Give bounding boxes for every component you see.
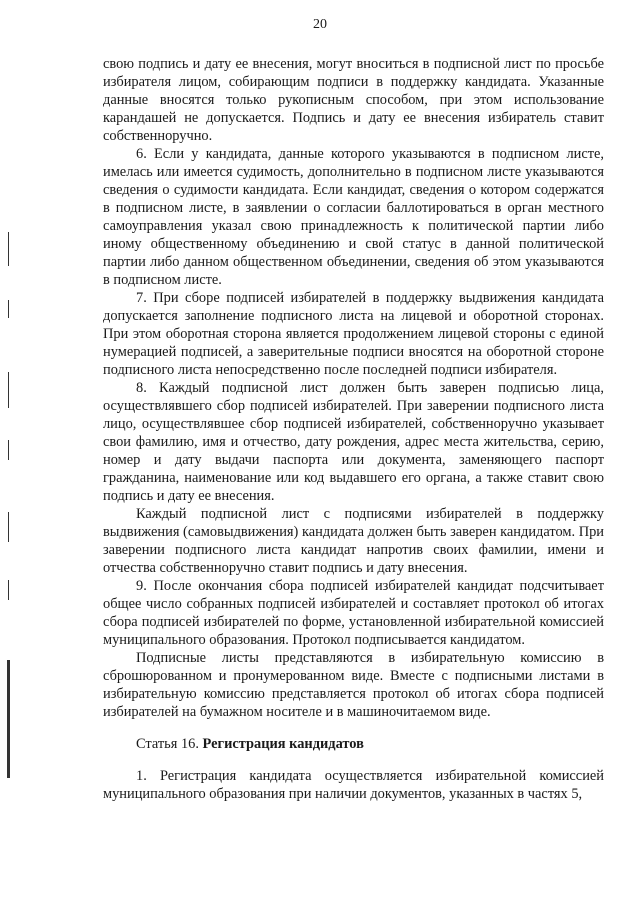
paragraph-continuation: свою подпись и дату ее внесения, могут вноситься в подписной лист по просьбе избирателя лицом, собирающим подписи в поддержку кандидата. Указанные данные вносятся только рукописным способом, при этом использование карандашей не допускается. Подпись и дату ее внесения избиратель ставит собственноручно. — [103, 56, 604, 144]
binding-mark — [8, 580, 9, 600]
paragraph-item-9: 9. После окончания сбора подписей избирателей кандидат подсчитывает общее число собранных подписей избирателей и составляет протокол об итогах сбора подписей избирателей по форме, установленной избирательной комиссией муниципального образования. Протокол подписывается кандидатом. — [103, 578, 604, 648]
binding-mark — [8, 512, 9, 542]
article-heading — [103, 735, 604, 753]
paragraph-registration: 1. Регистрация кандидата осуществляется избирательной комиссией муниципального образования при наличии документов, указанных в частях 5, — [103, 768, 604, 802]
binding-mark — [8, 300, 9, 318]
paragraph-item-6: 6. Если у кандидата, данные которого указываются в подписном листе, имелась или имеется судимость, дополнительно в подписном листе указываются сведения о судимости кандидата. Если кандидат, сведения о котором содержатся в подписном листе, в заявлении о согласии баллотироваться в орган местного самоуправления указал свою принадлежность к политической партии либо иному общественному объединению и свой статус в данной политической партии либо данном общественном объединении, сведения об этом указываются в подписном листе. — [103, 146, 604, 288]
paragraph-item-8: 8. Каждый подписной лист должен быть заверен подписью лица, осуществлявшего сбор подписей избирателей. При заверении подписного листа лицо, осуществлявшее сбор подписей избирателей, собственноручно указывает свои фамилию, имя и отчество, дату рождения, адрес места жительства, серию, номер и дату выдачи паспорта или документа, заменяющего паспорт гражданина, наименование или код выдавшего его органа, а также ставит свою подпись и дату ее внесения. — [103, 380, 604, 504]
binding-mark — [8, 372, 9, 408]
article-prefix: Статья 16. — [136, 736, 203, 752]
paragraph-item-7: 7. При сборе подписей избирателей в поддержку выдвижения кандидата допускается заполнение подписного листа на лицевой и оборотной сторонах. При этом оборотная сторона является продолжением лицевой стороны с единой нумерацией подписей, а заверительные подписи вносятся на оборотной стороне подписного листа непосредственно после последней подписи избирателя. — [103, 290, 604, 378]
binding-mark — [7, 660, 10, 778]
binding-mark — [8, 440, 9, 460]
binding-mark — [8, 232, 9, 266]
paragraph-submission: Подписные листы представляются в избирательную комиссию в сброшюрованном и пронумерованном виде. Вместе с подписными листами в избирательную комиссию представляется протокол об итогах сбора подписей избирателей на бумажном носителе и в машиночитаемом виде. — [103, 650, 604, 720]
document-body — [103, 55, 604, 803]
paragraph-candidate-certification: Каждый подписной лист с подписями избирателей в поддержку выдвижения (самовыдвижения) кандидата должен быть заверен кандидатом. При заверении подписного листа кандидат напротив своих фамилии, имени и отчества собственноручно ставит подпись и дату внесения. — [103, 506, 604, 576]
page-number: 20 — [313, 17, 327, 32]
article-title: Регистрация кандидатов — [202, 736, 364, 752]
